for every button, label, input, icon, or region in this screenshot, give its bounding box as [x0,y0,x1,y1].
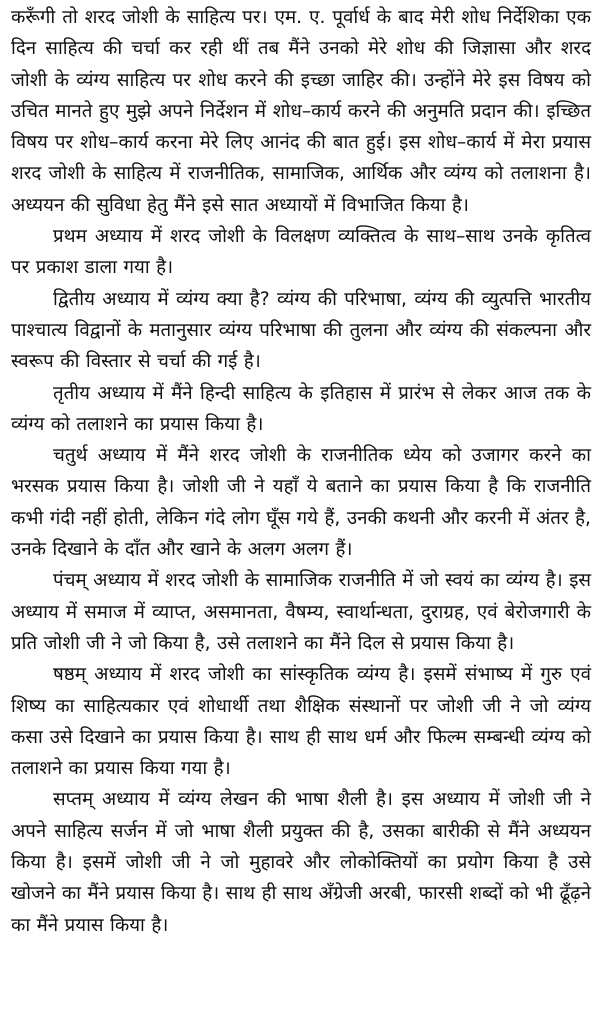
paragraph-chapter-7: सप्तम् अध्याय में व्यंग्य लेखन की भाषा शैली है। इस अध्याय में जोशी जी ने अपने साहित्य सर्जन में जो भाषा शैली प्रयुक्त की है, उसका बारीकी से मैंने अध्ययन किया है। इसमें जोशी जी ने जो मुहावरे और लोकोक्तियों का प्रयोग किया है उसे खोजने का मैंने प्रयास किया है। साथ ही साथ अँग्रेजी अरबी, फारसी शब्दों को भी ढूँढ़ने का मैंने प्रयास किया है। [11,789,591,936]
paragraph-chapter-5: पंचम् अध्याय में शरद जोशी के सामाजिक राजनीति में जो स्वयं का व्यंग्य है। इस अध्याय में समाज में व्याप्त, असमानता, वैषम्य, स्वार्थान्धता, दुराग्रह, एवं बेरोजगारी के प्रति जोशी जी ने जो किया है, उसे तलाशने का मैंने दिल से प्रयास किया है। [11,570,591,654]
paragraph-intro: करूँगी तो शरद जोशी के साहित्य पर। एम. ए. पूर्वार्ध के बाद मेरी शोध निर्देशिका एक दिन साहित्य की चर्चा कर रही थीं तब मैंने उनको मेरे शोध की जिज्ञासा और शरद जोशी के व्यंग्य साहित्य पर शोध करने की इच्छा जाहिर की। उन्होंने मेरे इस विषय को उचित मानते हुए मुझे अपने निर्देशन में शोध–कार्य करने की अनुमति प्रदान की। इच्छित विषय पर शोध–कार्य करना मेरे लिए आनंद की बात हुई। इस शोध–कार्य में मेरा प्रयास शरद जोशी के साहित्य में राजनीतिक, सामाजिक, आर्थिक और व्यंग्य को तलाशना है। अध्ययन की सुविधा हेतु मैंने इसे सात अध्यायों में विभाजित किया है। [11,7,591,216]
paragraph-chapter-4: चतुर्थ अध्याय में मैंने शरद जोशी के राजनीतिक ध्येय को उजागर करने का भरसक प्रयास किया है। जोशी जी ने यहाँ ये बताने का प्रयास किया है कि राजनीति कभी गंदी नहीं होती, लेकिन गंदे लोग घूँस गये हैं, उनकी कथनी और करनी में अंतर है, उनके दिखाने के दाँत और खाने के अलग अलग हैं। [11,445,591,561]
paragraph-chapter-2: द्वितीय अध्याय में व्यंग्य क्या है? व्यंग्य की परिभाषा, व्यंग्य की व्युत्पत्ति भारतीय पाश्चात्य विद्वानों के मतानुसार व्यंग्य परिभाषा की तुलना और व्यंग्य की संकल्पना और स्वरूप की विस्तार से चर्चा की गई है। [11,288,591,373]
paragraph-chapter-3: तृतीय अध्याय में मैंने हिन्दी साहित्य के इतिहास में प्रारंभ से लेकर आज तक के व्यंग्य को तलाशने का प्रयास किया है। [11,382,591,435]
paragraph-chapter-1: प्रथम अध्याय में शरद जोशी के विलक्षण व्यक्तित्व के साथ–साथ उनके कृतित्व पर प्रकाश डाला गया है। [11,226,591,279]
paragraph-chapter-6: षष्ठम् अध्याय में शरद जोशी का सांस्कृतिक व्यंग्य है। इसमें संभाष्य में गुरु एवं शिष्य का साहित्यकार एवं शोधार्थी तथा शैक्षिक संस्थानों पर जोशी जी ने जो व्यंग्य कसा उसे दिखाने का प्रयास किया है। साथ ही साथ धर्म और फिल्म सम्बन्धी व्यंग्य को तलाशने का प्रयास किया गया है। [11,664,591,780]
